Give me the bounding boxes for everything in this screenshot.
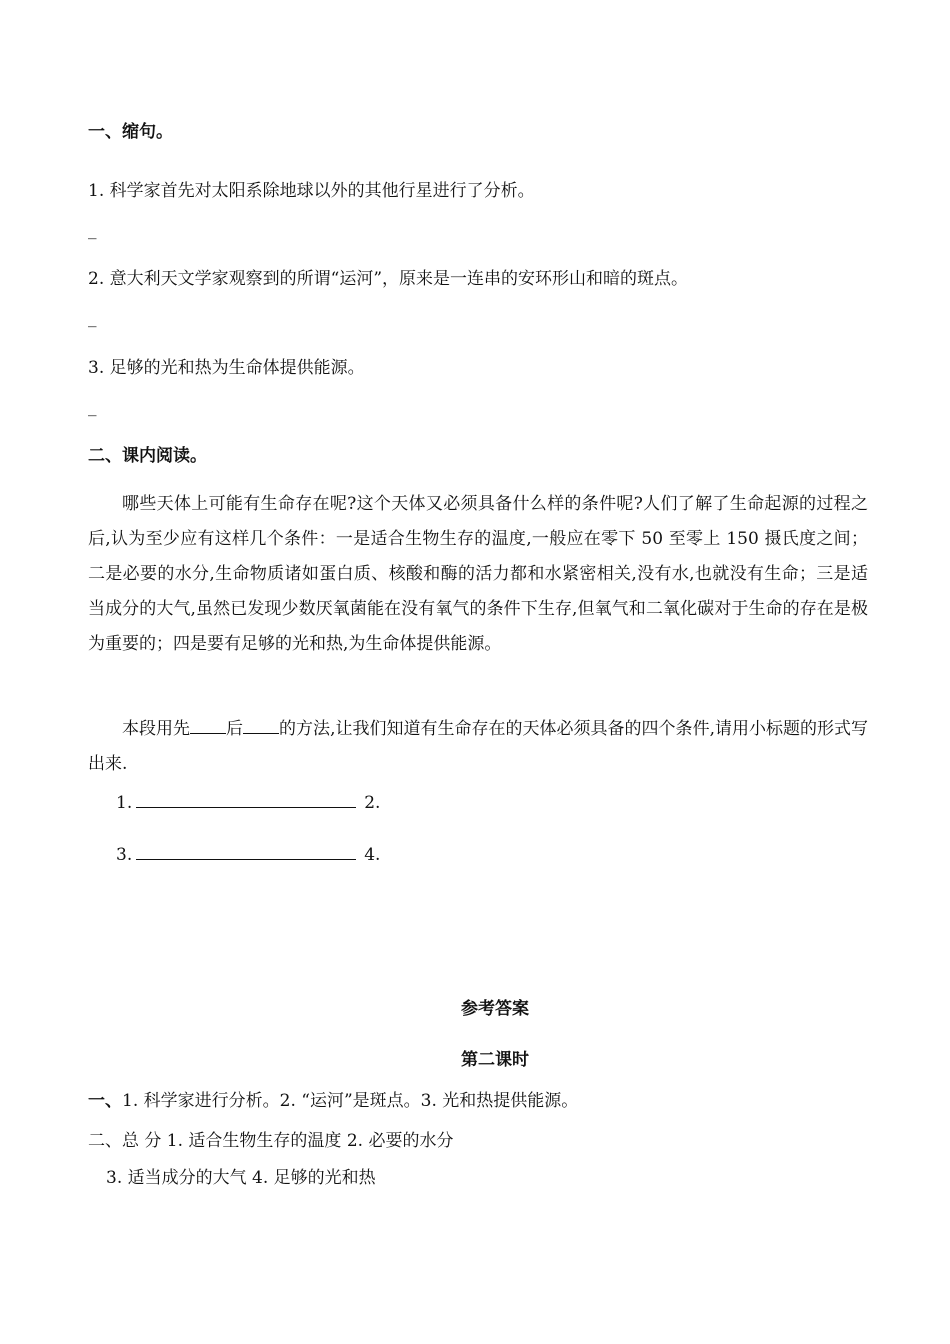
- section1-item-2: 2. 意大利天文学家观察到的所谓“运河”，原来是一连串的安环形山和暗的斑点。: [88, 269, 689, 289]
- answers-title: 参考答案: [461, 999, 529, 1019]
- blank-row-1: [116, 789, 380, 813]
- answers-line-3: 3. 适当成分的大气 4. 足够的光和热: [106, 1168, 376, 1188]
- answers-line1-prefix: 一、: [88, 1091, 122, 1111]
- blank-label-1: 1.: [116, 793, 133, 813]
- answers-line-2: 二、总 分 1. 适合生物生存的温度 2. 必要的水分: [88, 1131, 454, 1151]
- section1-item-1: 1. 科学家首先对太阳系除地球以外的其他行星进行了分析。: [88, 181, 535, 201]
- answers-line-1: [88, 1086, 578, 1111]
- answer-mark-2: _: [88, 308, 97, 328]
- answers-line1-text: 1. 科学家进行分析。2. “运河”是斑点。3. 光和热提供能源。: [122, 1091, 579, 1111]
- blank-label-4: 4.: [364, 845, 381, 865]
- section2-heading: 二、课内阅读。: [88, 446, 207, 466]
- answer-line-1[interactable]: [136, 789, 356, 808]
- answer-mark-1: _: [88, 220, 97, 240]
- section1-heading: 一、缩句。: [88, 122, 173, 142]
- question-part3: 的方法,让我们知道有生命存在的天体必须具备的四个条件,请用小标题的形式写出来.: [88, 719, 869, 774]
- section1-item-3: 3. 足够的光和热为生命体提供能源。: [88, 358, 365, 378]
- question-part2: 后: [226, 719, 244, 739]
- answer-mark-3: _: [88, 397, 97, 417]
- fill-blank-2[interactable]: [243, 715, 279, 734]
- fill-blank-1[interactable]: [190, 715, 226, 734]
- answers-subtitle: 第二课时: [461, 1050, 529, 1070]
- reading-passage: 哪些天体上可能有生命存在呢?这个天体又必须具备什么样的条件呢?人们了解了生命起源的过程之后,认为至少应有这样几个条件：一是适合生物生存的温度,一般应在零下 50 至零上 150 摄氏度之间；二是必要的水分,生命物质诸如蛋白质、核酸和酶的活力都和水紧密相关,没有水,也就没有生命；三是适当成分的大气,虽然已发现少数厌氧菌能在没有氧气的条件下生存,但氧气和二氧化碳对于生命的存在是极为重要的；四是要有足够的光和热,为生命体提供能源。: [88, 494, 868, 654]
- question-part1: 本段用先: [122, 719, 191, 739]
- blank-label-3: 3.: [116, 845, 133, 865]
- reading-question: [88, 712, 868, 782]
- answer-line-3[interactable]: [136, 841, 356, 860]
- blank-label-2: 2.: [364, 793, 381, 813]
- blank-row-2: [116, 841, 380, 865]
